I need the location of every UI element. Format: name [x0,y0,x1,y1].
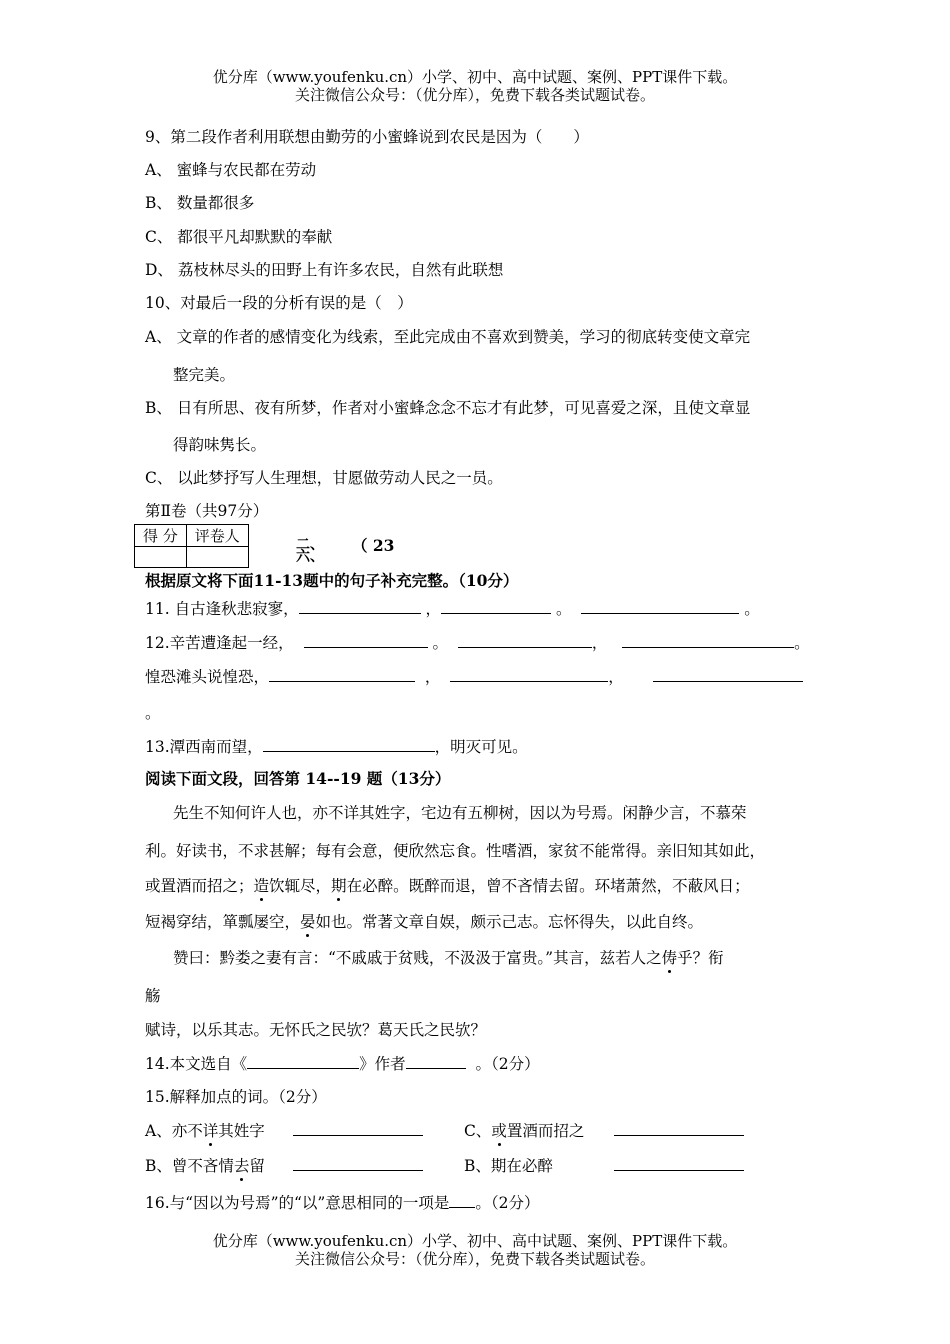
q9-option-d: D、 荔枝林尽头的田野上有许多农民，自然有此联想 [145,261,504,279]
q10-option-b: B、 日有所思、夜有所梦，作者对小蜜蜂念念不忘才有此梦，可见喜爱之深，且使文章显 [145,399,751,417]
q16-blank[interactable] [449,1192,475,1208]
passage-line-4-c: 如也。常著文章自娱，颇示己志。忘怀得失，以此自终。 [315,913,704,931]
q12-blank-2[interactable] [458,632,592,648]
q15-b-blank[interactable] [293,1155,423,1171]
dotted-word-qi: 期 [331,877,347,895]
q9-option-a: A、 蜜蜂与农民都在劳动 [145,161,317,179]
passage-line-3-c: 饮辄尽， [269,877,332,895]
q15-c-post: 置酒而招之 [506,1122,585,1140]
q12-line2 [145,666,803,687]
passage-line-3-e: 在必醉。既醉而退，曾不吝情去留。环堵萧然，不蔽风日； [346,877,750,895]
passage-line-4-a: 短褐穿结，箪瓢屡空， [145,913,301,931]
q16 [145,1192,539,1213]
q12-blank-6[interactable] [653,666,803,682]
q10-option-a: A、 文章的作者的感情变化为线索，至此完成由不喜欢到赞美，学习的彻底转变使文章完 [145,328,751,346]
q15-c-blank[interactable] [614,1120,744,1136]
q12-comma: ， [591,634,608,652]
q15-c-dotted: 或 [491,1122,507,1140]
header-line-1: 优分库（www.youfenku.cn）小学、初中、高中试题、案例、PPT课件下载。 [212,68,738,86]
dotted-word-yan: 晏 [300,913,316,931]
grader-label: 评卷人 [186,525,248,547]
q15-row-2 [145,1155,744,1176]
q15-item-a [145,1121,293,1141]
q12-line2-comma-1: ， [424,668,441,686]
q14-blank-book[interactable] [247,1053,359,1069]
q15-c-pre: C、 [463,1122,492,1140]
q12 [145,632,810,653]
q11-blank-3[interactable] [581,598,739,614]
q13 [145,736,528,757]
q15-b2-blank[interactable] [614,1155,744,1171]
q15-item-b2: B、期在必醉 [463,1157,553,1175]
q15-b-pre: B、曾不吝情 [145,1157,234,1175]
score-table [134,524,249,568]
fill-instruction: 根据原文将下面11-13题中的句子补充完整。（10分） [145,571,519,590]
q10-option-c: C、 以此梦抒写人生理想，甘愿做劳动人民之一员。 [145,469,503,487]
passage-line-6: 觞 [145,987,161,1005]
q12-period-1: 。 [432,634,448,652]
score-cell[interactable] [135,547,187,568]
passage-line-5 [173,948,724,968]
q13-text: 13.潭西南而望， [145,738,263,756]
header-line-2: 关注微信公众号：（优分库），免费下载各类试题试卷。 [294,86,655,104]
reading-instruction: 阅读下面文段，回答第 14--19 题（13分） [145,769,451,788]
dotted-word-zao: 造 [253,877,270,895]
q12-line2-comma-2: ， [608,668,624,686]
q14-c: 。（2分） [475,1055,540,1073]
q14-a: 14.本文选自《 [145,1055,248,1073]
q14-b: 》作者 [359,1055,406,1073]
passage-line-3-a: 或置酒而招之； [145,877,254,895]
grader-cell[interactable] [186,547,248,568]
q11 [145,598,760,619]
q15-stem: 15.解释加点的词。（2分） [145,1088,327,1106]
passage-line-1: 先生不知何许人也，亦不详其姓字，宅边有五柳树，因以为号焉。闲静少言，不慕荣 [173,804,747,822]
passage-line-7: 赋诗，以乐其志。无怀氏之民欤？葛天氏之民欤？ [145,1021,487,1039]
q16-b: 。（2分） [475,1194,540,1212]
footer-line-1: 优分库（www.youfenku.cn）小学、初中、高中试题、案例、PPT课件下载。 [212,1232,738,1250]
passage-line-5-a: 赞曰：黔娄之妻有言：“不戚戚于贫贱，不汲汲于富贵。”其言，兹若人之 [173,949,662,967]
q11-text: 11. 自古逢秋悲寂寥， [145,600,299,618]
q10-stem: 10、对最后一段的分析有误的是（ ） [145,294,413,312]
footer-line-2: 关注微信公众号：（优分库），免费下载各类试题试卷。 [294,1250,655,1268]
q12-text: 12.辛苦遭逢起一经， [145,634,294,652]
dotted-word-chou: 俦 [661,949,678,967]
passage-line-2: 利。好读书，不求甚解；每有会意，便欣然忘食。性嗜酒，家贫不能常得。亲旧知其如此， [145,842,766,860]
q9-option-b: B、 数量都很多 [145,194,255,212]
q12-blank-4[interactable] [269,666,415,682]
q11-blank-1[interactable] [299,598,421,614]
q13-end: ，明灭可见。 [434,738,528,756]
passage-line-4 [145,912,703,932]
q13-blank[interactable] [263,736,435,752]
q12-period-2: 。 [794,634,810,652]
q15-item-c [464,1121,614,1141]
q14-blank-author[interactable] [406,1053,466,1069]
q11-blank-2[interactable] [441,598,551,614]
score-label: 得 分 [135,525,187,547]
q12-blank-1[interactable] [304,632,428,648]
part2-title: 第Ⅱ卷（共97分） [145,502,269,520]
q15-a-blank[interactable] [293,1120,423,1136]
q15-a-dotted: 详 [202,1122,219,1140]
q16-a: 16.与“因以为号焉”的“以”意思相同的一项是 [145,1194,450,1212]
passage-line-3 [145,876,750,896]
q12-blank-3[interactable] [622,632,794,648]
section-number-alt: 六、 [296,549,324,565]
q11-period-1: 。 [555,600,572,618]
q11-period-2: 。 [744,600,760,618]
q15-b-post: 留 [249,1157,265,1175]
section-points: （ 23 [352,536,395,555]
q12-line2-text: 惶恐滩头说惶恐， [145,668,270,686]
q9-stem: 9、第二段作者利用联想由勤劳的小蜜蜂说到农民是因为（ ） [145,128,589,146]
q15-row-1 [145,1120,744,1141]
q12-blank-5[interactable] [450,666,608,682]
section-number: 二、 [296,537,324,553]
q10-option-a-cont: 整完美。 [173,366,236,384]
q15-b-dotted: 去 [233,1157,250,1175]
q15-a-post: 其姓字 [218,1122,265,1140]
q10-option-b-cont: 得韵味隽长。 [173,436,267,454]
q14 [145,1053,540,1074]
q15-item-b [145,1156,293,1176]
q11-comma: ， [425,600,442,618]
passage-line-5-c: 乎？衔 [677,949,724,967]
q15-a-pre: A、亦不 [145,1122,203,1140]
q9-option-c: C、 都很平凡却默默的奉献 [145,228,333,246]
q12-end-period: 。 [145,704,161,722]
